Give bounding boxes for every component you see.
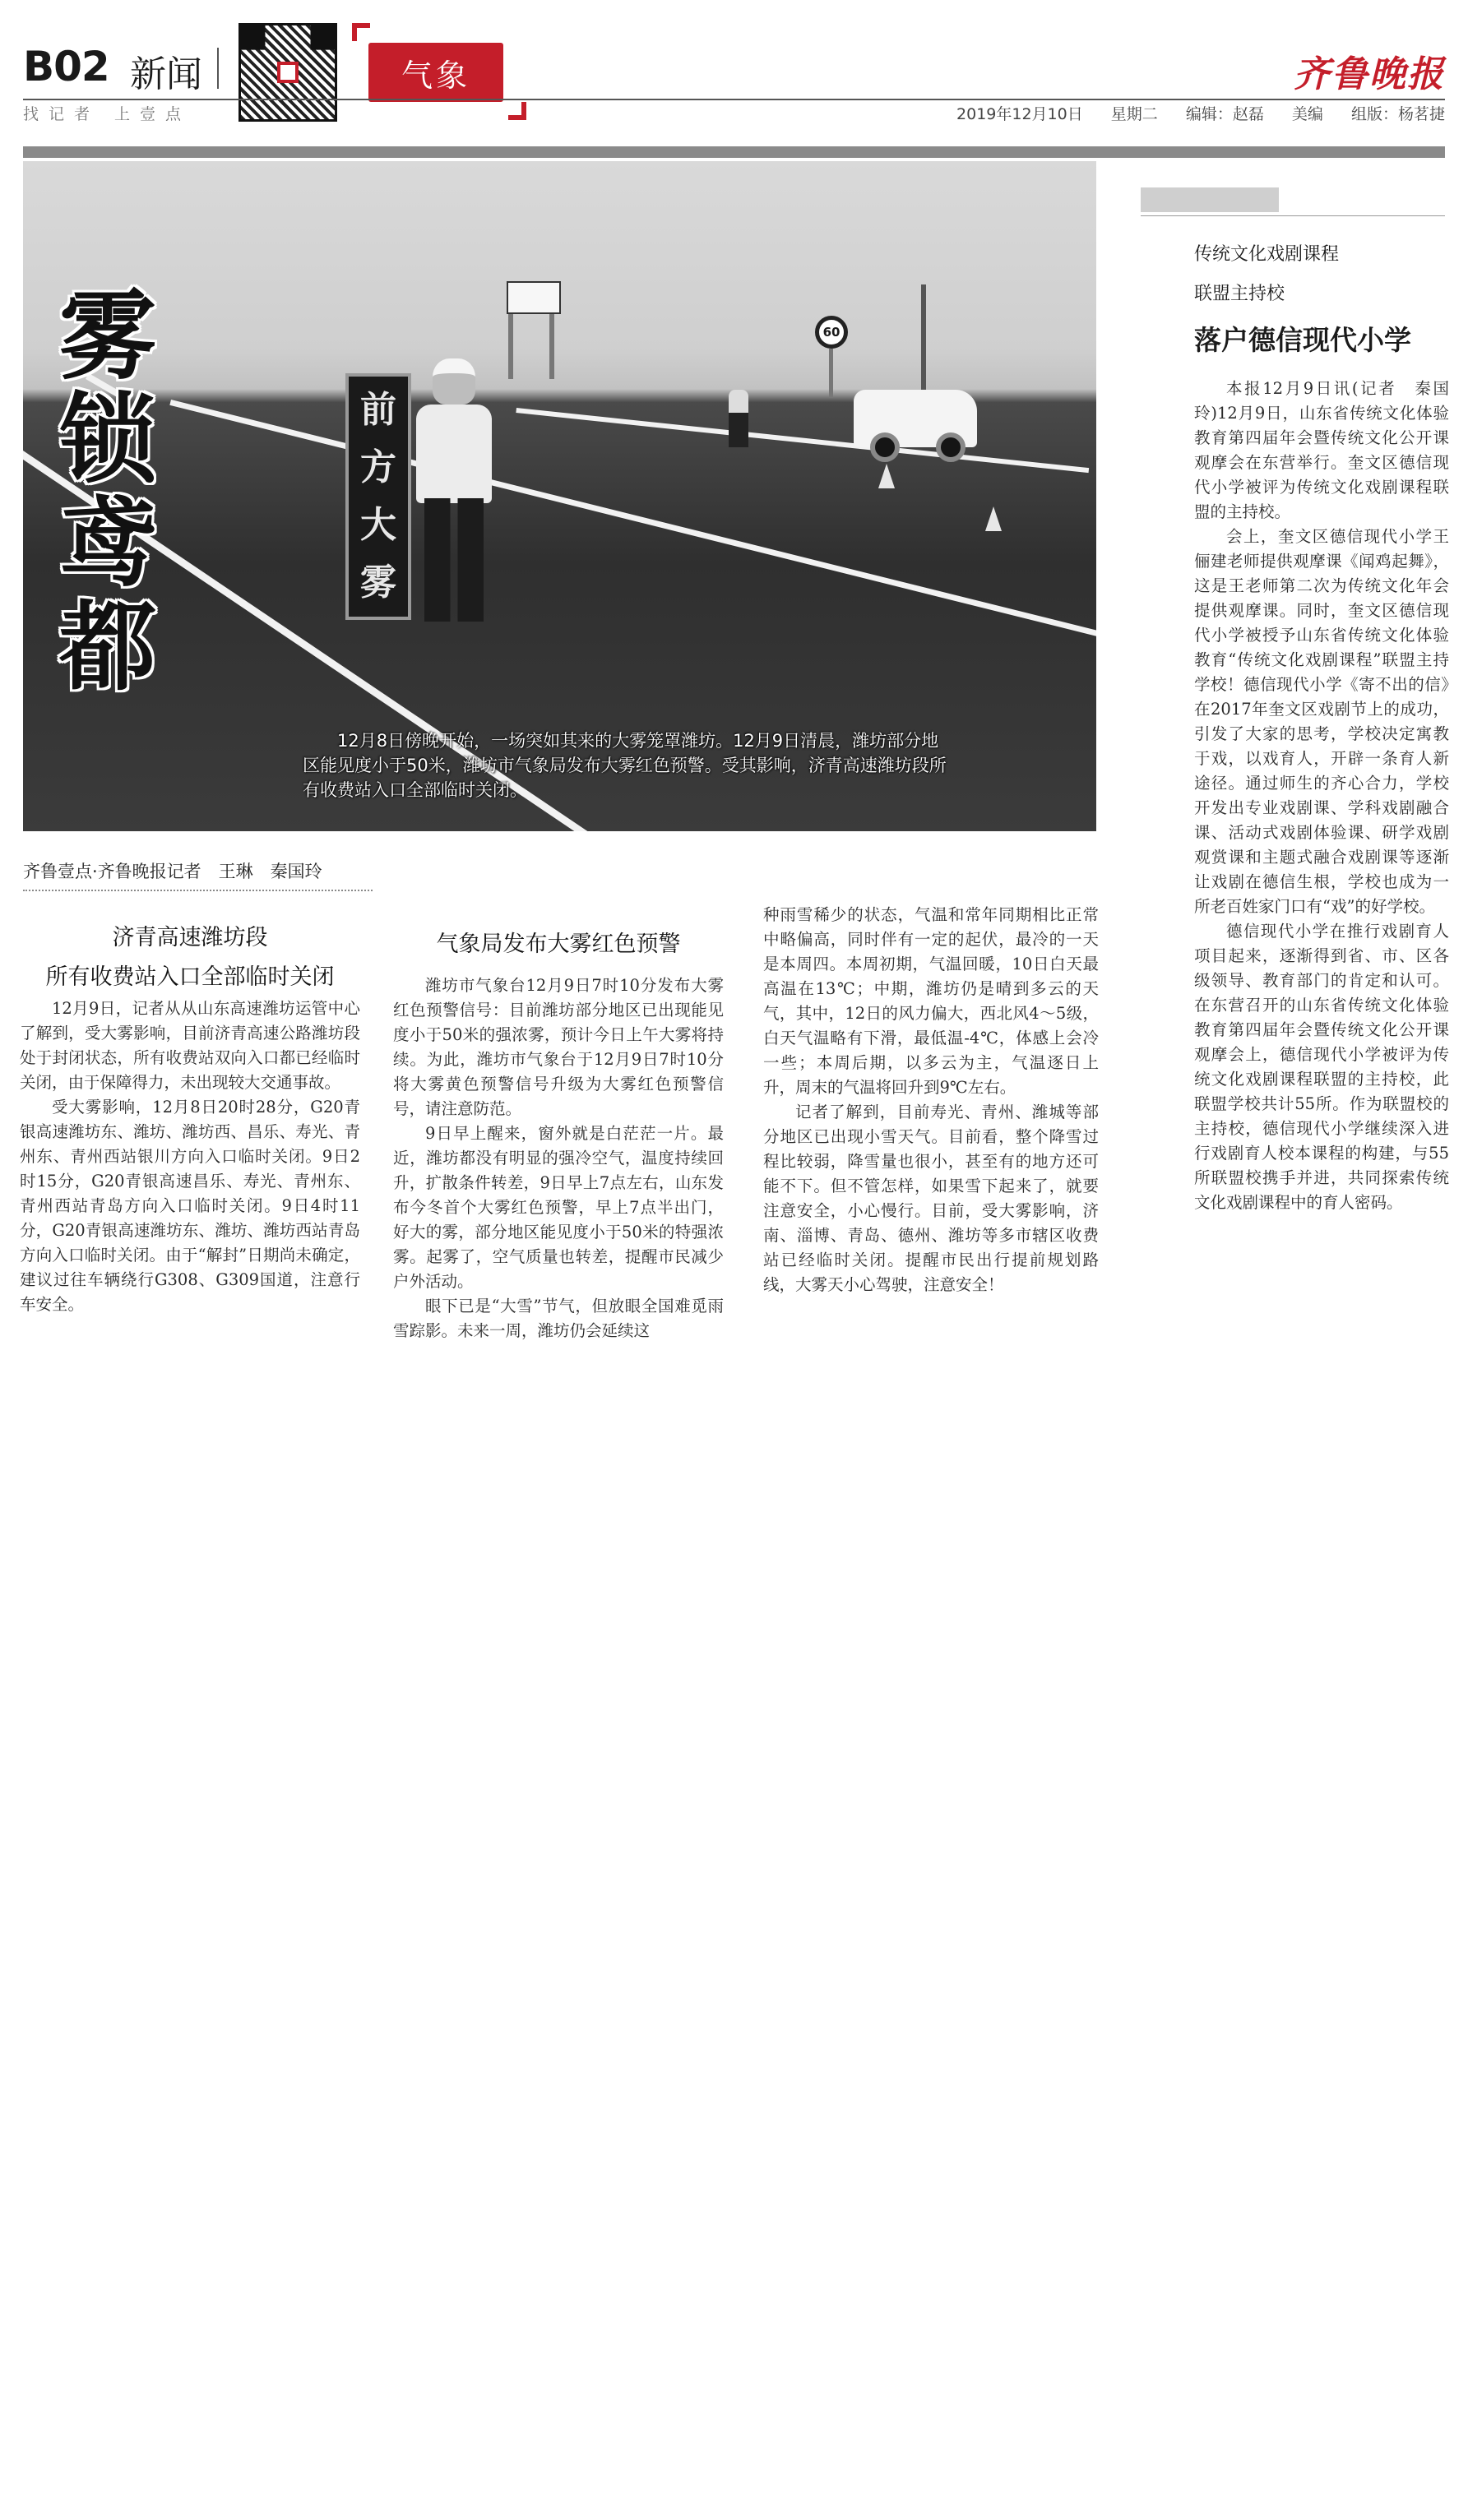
sign-char: 方 [360, 446, 396, 488]
sign-char: 大 [360, 504, 396, 546]
paragraph: 德信现代小学在推行戏剧育人项目起来，逐渐得到省、市、区各级领导、教育部门的肯定和认可。在东营召开的山东省传统文化体验教育第四届年会暨传统文化公开课观摩会上，德信现代小学被评为传统文化戏剧课程联盟的主持校，此联盟学校共计55所。作为联盟校的主持校，德信现代小学继续深入进行戏剧育人校本课程的构建，与55所联盟校携手并进，共同探索传统文化戏剧课程中的育人密码。 [1194, 922, 1449, 1212]
sign-pole [508, 313, 513, 379]
pylon [921, 284, 926, 391]
header-rule [23, 99, 1445, 100]
paragraph: 眼下已是“大雪”节气，但放眼全国难觅雨雪踪影。未来一周，潍坊仍会延续这 [393, 1297, 724, 1340]
sidebar-kicker: 传统文化戏剧课程 [1194, 244, 1340, 265]
paragraph: 本报12月9日讯(记者 秦国玲)12月9日，山东省传统文化体验教育第四届年会暨传统文化公开课观摩会在东营举行。奎文区德信现代小学被评为传统文化戏剧课程联盟的主持校。 [1194, 379, 1449, 521]
sign-char: 雾 [360, 562, 396, 603]
sign-pole [549, 313, 554, 379]
byline-rule [23, 890, 373, 891]
article1-body [20, 996, 360, 1317]
page-number: B02 [23, 43, 109, 90]
article2-title: 气象局发布大雾红色预警 [436, 932, 681, 957]
sidebar-rule [1141, 215, 1445, 216]
article1-title-line2: 所有收费站入口全部临时关闭 [45, 964, 335, 990]
issue-meta [933, 102, 1445, 124]
van-wheel [936, 432, 966, 462]
tag-bracket-right [508, 102, 526, 120]
led-warning-sign [345, 373, 411, 620]
section-name: 新闻 [130, 44, 202, 97]
paragraph: 受大雾影响，12月8日20时28分，G20青银高速潍坊东、潍坊、潍坊西、昌乐、寿光、青州东、青州西站银川方向入口临时关闭。9日2时15分，G20青银高速昌乐、寿光、青州东、青州西站青岛方向入口临时关闭。9日4时11分，G20青银高速潍坊东、潍坊、潍坊西站青岛方向入口临时关闭。由于“解封”日期尚未确定，建议过往车辆绕行G308、G309国道，注意行车安全。 [20, 1098, 360, 1314]
sign-char: 前 [360, 389, 396, 431]
paragraph: 会上，奎文区德信现代小学王俪建老师提供观摩课《闻鸡起舞》，这是王老师第二次为传统文化年会提供观摩课。同时，奎文区德信现代小学被授予山东省传统文化体验教育“传统文化戏剧课程”联盟主持学校！德信现代小学《寄不出的信》在2017年奎文区戏剧节上的成功，引发了大家的思考，学校决定寓教于戏，以戏育人，开辟一条育人新途径。通过师生的齐心合力，学校开发出专业戏剧课、学科戏剧融合课、活动式戏剧体验课、研学戏剧观赏课和主题式融合戏剧课等逐渐让戏剧在德信生根，学校也成为一所老百姓家门口有“戏”的好学校。 [1194, 527, 1449, 916]
paper-logo: 齐鲁晚报 [1294, 53, 1445, 95]
paragraph: 12月9日，记者从从山东高速潍坊运管中心了解到，受大雾影响，目前济青高速公路潍坊段处于封闭状态，所有收费站双向入口都已经临时关闭，由于保障得力，未出现较大交通事故。 [20, 999, 360, 1092]
traffic-cone [985, 506, 1002, 531]
editor-credit: 编辑：赵磊 [1185, 105, 1264, 123]
issue-date: 2019年12月10日 [956, 105, 1083, 123]
main-headline: 雾锁鸢都 [59, 279, 157, 704]
traffic-officer [410, 358, 500, 630]
sidebar-tab [1141, 187, 1279, 212]
art-editor-credit: 美编 [1291, 105, 1323, 123]
paragraph: 潍坊市气象台12月9日7时10分发布大雾红色预警信号：目前潍坊部分地区已出现能见度小于50米的强浓雾，预计今日上午大雾将持续。为此，潍坊市气象台于12月9日7时10分将大雾黄色预警信号升级为大雾红色预警信号，请注意防范。 [393, 976, 724, 1118]
section-tag: 气象 [368, 43, 503, 102]
van-wheel [870, 432, 900, 462]
photo-caption: 12月8日傍晚开始，一场突如其来的大雾笼罩潍坊。12月9日清晨，潍坊部分地区能见度小于50米，潍坊市气象局发布大雾红色预警。受其影响，济青高速潍坊段所有收费站入口全部临时关闭。 [303, 731, 947, 800]
speed-sign-pole [829, 349, 833, 398]
speed-limit-sign: 60 [815, 316, 848, 349]
issue-weekday: 星期二 [1110, 105, 1158, 123]
overhead-sign [507, 281, 561, 314]
article2-body [393, 973, 724, 1343]
sidebar-body [1194, 377, 1449, 1215]
paragraph: 9日早上醒来，窗外就是白茫茫一片。最近，潍坊都没有明显的强冷空气，温度持续回升，扩散条件转差，9日早上7点左右，山东发布今冬首个大雾红色预警，早上7点半出门，好大的雾，部分地区能见度小于50米的特强浓雾。起雾了，空气质量也转差，提醒市民减少户外活动。 [393, 1124, 724, 1291]
qr-code-icon[interactable] [238, 23, 337, 122]
layout-credit: 组版：杨茗捷 [1350, 105, 1445, 123]
tagline: 找记者 上壹点 [23, 105, 192, 123]
traffic-cone [878, 464, 895, 488]
header-bar [23, 146, 1445, 158]
paragraph: 种雨雪稀少的状态，气温和常年同期相比正常中略偏高，同时伴有一定的起伏，最冷的一天是本周四。本周初期，气温回暖，10日白天最高温在13℃；中期，潍坊仍是晴到多云的天气，其中，12日的风力偏大，西北风4～5级，白天气温略有下滑，最低温-4℃，体感上会冷一些；本周后期，以多云为主，气温逐日上升，周末的气温将回升到9℃左右。 [763, 905, 1099, 1097]
sidebar-title: 落户德信现代小学 [1194, 324, 1411, 356]
sidebar-kicker: 联盟主持校 [1194, 284, 1285, 304]
lead-photo [23, 161, 1096, 831]
distant-officer [729, 390, 748, 447]
paragraph: 记者了解到，目前寿光、青州、潍城等部分地区已出现小雪天气。目前看，整个降雪过程比较弱，降雪量也很小，甚至有的地方还可能不下。但不管怎样，如果雪下起来了，就要注意安全，小心慢行。目前，受大雾影响，济南、淄博、青岛、德州、潍坊等多市辖区收费站已经临时关闭。提醒市民出行提前规划路线，大雾天小心驾驶，注意安全！ [763, 1103, 1099, 1294]
article1-title-line1: 济青高速潍坊段 [112, 925, 268, 950]
road-edge-line-far [516, 408, 1089, 473]
tag-bracket-left [352, 23, 370, 41]
article2-continued [763, 903, 1099, 1297]
byline: 齐鲁壹点·齐鲁晚报记者 王琳 秦国玲 [23, 862, 322, 881]
